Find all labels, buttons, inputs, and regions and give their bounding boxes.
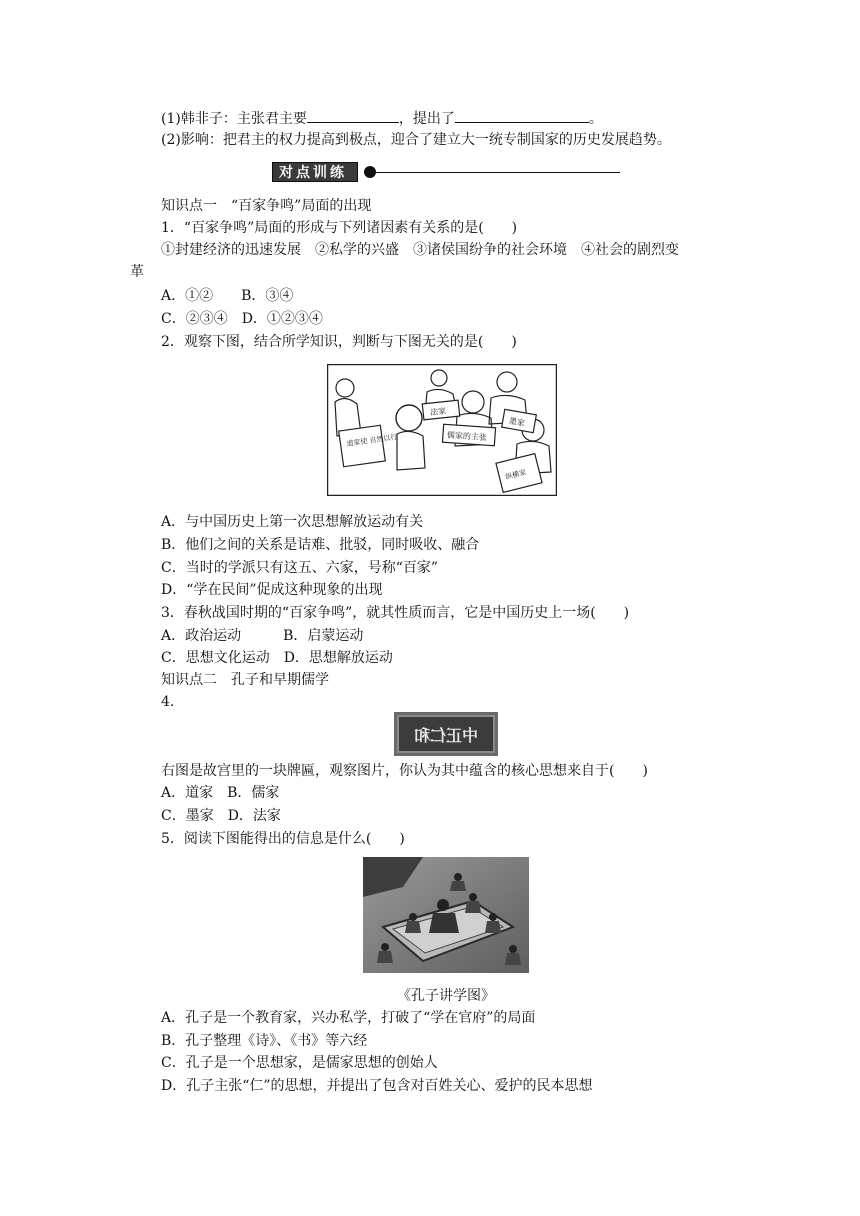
text-line-influence: (2)影响：把君主的权力提高到极点，迎合了建立大一统专制国家的历史发展趋势。 [161, 132, 671, 148]
cartoon-label-strategist: 纵横家 [504, 468, 528, 482]
question-4-number: 4. [161, 694, 175, 710]
banner-label: 对点训练 [272, 162, 358, 182]
question-5-option-b: B．孔子整理《诗》、《书》等六经 [161, 1033, 368, 1049]
hundred-schools-cartoon [327, 364, 557, 496]
painting-caption: 《孔子讲学图》 [397, 988, 495, 1004]
cartoon-label-legalist: 法家 [429, 406, 447, 418]
question-1-options-ab: A．①② B．③④ [161, 288, 294, 304]
question-2: 2．观察下图，结合所学知识，判断与下图无关的是( ) [161, 334, 517, 350]
text-line-hanfeizi [161, 108, 603, 129]
question-5-option-c: C．孔子是一个思想家，是儒家思想的创始人 [161, 1055, 438, 1071]
answer-blank-2[interactable] [455, 108, 589, 123]
question-3-options-cd: C．思想文化运动 D．思想解放运动 [161, 650, 393, 666]
question-2-option-b: B．他们之间的关系是诘难、批驳，同时吸收、融合 [161, 537, 480, 553]
question-5-option-a: A．孔子是一个教育家，兴办私学，打破了“学在官府”的局面 [161, 1010, 536, 1026]
section-banner [272, 162, 620, 184]
question-3: 3．春秋战国时期的“百家争鸣”，就其性质而言，它是中国历史上一场( ) [161, 605, 630, 621]
cartoon-label-mohist: 墨家 [508, 416, 526, 428]
cartoon-label-confucian: 儒家的主张 [446, 430, 488, 443]
knowledge-point-1: 知识点一 “百家争鸣”局面的出现 [161, 198, 372, 214]
answer-blank-1[interactable] [307, 108, 399, 123]
question-1-statements-cont: 革 [130, 264, 144, 280]
banner-dot-icon [364, 166, 376, 178]
question-5-option-d: D．孔子主张“仁”的思想，并提出了包含对百姓关心、爱护的民本思想 [161, 1078, 593, 1094]
hanfeizi-middle: ，提出了 [398, 111, 455, 127]
question-1-statements: ①封建经济的迅速发展 ②私学的兴盛 ③诸侯国纷争的社会环境 ④社会的剧烈变 [161, 242, 679, 258]
question-2-option-d: D．“学在民间”促成这种现象的出现 [161, 582, 383, 598]
question-2-option-a: A．与中国历史上第一次思想解放运动有关 [161, 514, 424, 530]
question-4-options-cd: C．墨家 D．法家 [161, 808, 281, 824]
question-5: 5．阅读下图能得出的信息是什么( ) [161, 831, 405, 847]
plaque-text: 中正仁和 [413, 726, 479, 745]
banner-rule [376, 172, 620, 173]
knowledge-point-2: 知识点二 孔子和早期儒学 [161, 672, 329, 688]
question-1-options-cd: C．②③④ D．①②③④ [161, 311, 323, 327]
confucius-teaching-painting [363, 857, 529, 973]
forbidden-city-plaque [394, 712, 498, 756]
question-3-options-ab: A．政治运动 B．启蒙运动 [161, 628, 364, 644]
question-2-option-c: C．当时的学派只有这五、六家，号称“百家” [161, 560, 439, 576]
cartoon-label-taoist: 道家使 自然以行 [346, 433, 398, 449]
question-4: 右图是故宫里的一块牌匾，观察图片，你认为其中蕴含的核心思想来自于( ) [161, 763, 648, 779]
hanfeizi-prefix: (1)韩非子：主张君主要 [161, 111, 307, 127]
hanfeizi-end: 。 [588, 111, 603, 127]
question-4-options-ab: A．道家 B．儒家 [161, 785, 280, 801]
question-1: 1．“百家争鸣”局面的形成与下列诸因素有关系的是( ) [161, 220, 518, 236]
